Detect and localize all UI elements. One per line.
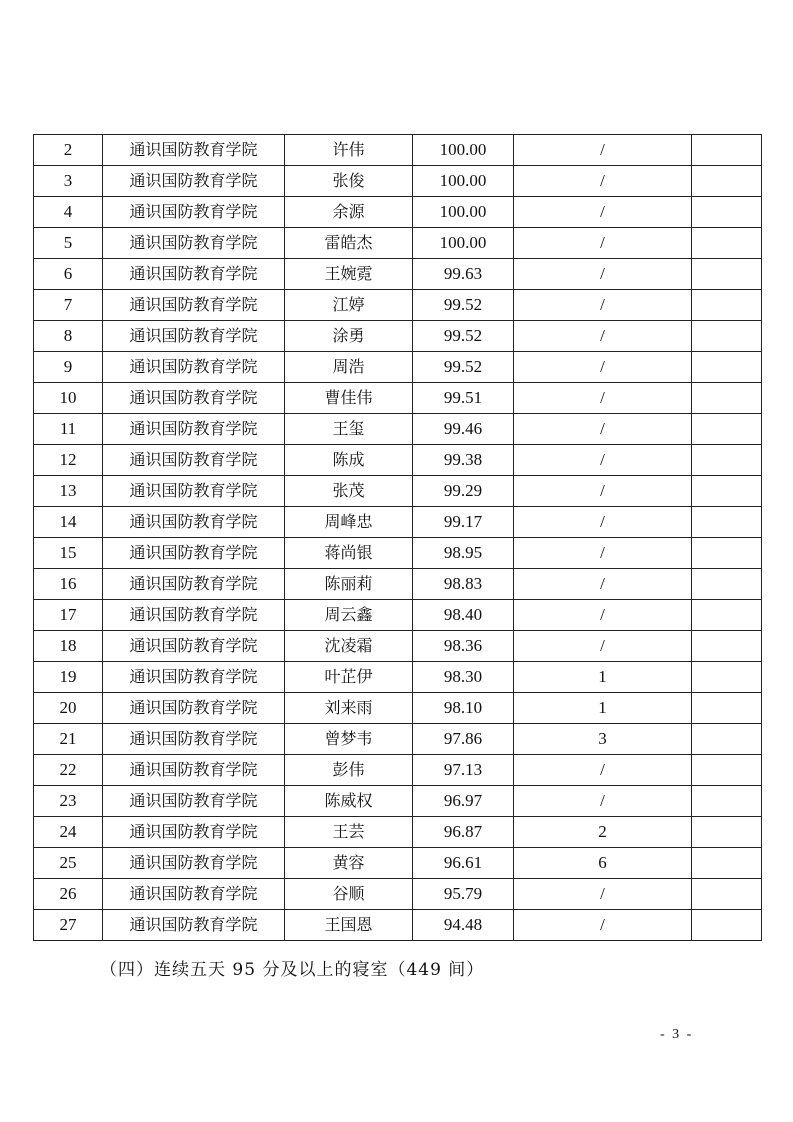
row-index-cell: 24 (34, 817, 103, 848)
student-name-cell: 王芸 (285, 817, 413, 848)
table-row (34, 538, 762, 569)
note-cell: / (514, 383, 692, 414)
table-row (34, 383, 762, 414)
college-cell: 通识国防教育学院 (103, 507, 285, 538)
college-cell: 通识国防教育学院 (103, 197, 285, 228)
score-cell: 99.46 (413, 414, 514, 445)
student-name-cell: 涂勇 (285, 321, 413, 352)
college-cell: 通识国防教育学院 (103, 848, 285, 879)
empty-cell (692, 259, 762, 290)
note-cell: 3 (514, 724, 692, 755)
student-name-cell: 周浩 (285, 352, 413, 383)
row-index-cell: 5 (34, 228, 103, 259)
row-index-cell: 19 (34, 662, 103, 693)
table-row (34, 228, 762, 259)
row-index-cell: 8 (34, 321, 103, 352)
note-cell: / (514, 879, 692, 910)
student-name-cell: 许伟 (285, 135, 413, 166)
empty-cell (692, 476, 762, 507)
college-cell: 通识国防教育学院 (103, 755, 285, 786)
score-cell: 99.51 (413, 383, 514, 414)
table-row (34, 879, 762, 910)
empty-cell (692, 290, 762, 321)
row-index-cell: 26 (34, 879, 103, 910)
student-name-cell: 陈丽莉 (285, 569, 413, 600)
row-index-cell: 10 (34, 383, 103, 414)
score-cell: 96.87 (413, 817, 514, 848)
table-row (34, 290, 762, 321)
note-cell: / (514, 569, 692, 600)
empty-cell (692, 631, 762, 662)
score-cell: 98.83 (413, 569, 514, 600)
row-index-cell: 7 (34, 290, 103, 321)
college-cell: 通识国防教育学院 (103, 259, 285, 290)
score-cell: 97.13 (413, 755, 514, 786)
note-cell: / (514, 631, 692, 662)
row-index-cell: 20 (34, 693, 103, 724)
empty-cell (692, 786, 762, 817)
college-cell: 通识国防教育学院 (103, 476, 285, 507)
student-name-cell: 沈凌霜 (285, 631, 413, 662)
student-name-cell: 周峰忠 (285, 507, 413, 538)
college-cell: 通识国防教育学院 (103, 631, 285, 662)
table-row (34, 476, 762, 507)
empty-cell (692, 600, 762, 631)
score-cell: 99.29 (413, 476, 514, 507)
student-name-cell: 刘来雨 (285, 693, 413, 724)
row-index-cell: 23 (34, 786, 103, 817)
score-cell: 99.38 (413, 445, 514, 476)
empty-cell (692, 228, 762, 259)
score-table (33, 134, 762, 941)
student-name-cell: 曹佳伟 (285, 383, 413, 414)
score-table-body (34, 135, 762, 941)
college-cell: 通识国防教育学院 (103, 228, 285, 259)
empty-cell (692, 755, 762, 786)
score-cell: 96.97 (413, 786, 514, 817)
college-cell: 通识国防教育学院 (103, 786, 285, 817)
note-cell: / (514, 228, 692, 259)
student-name-cell: 曾梦韦 (285, 724, 413, 755)
empty-cell (692, 166, 762, 197)
note-cell: 2 (514, 817, 692, 848)
student-name-cell: 彭伟 (285, 755, 413, 786)
empty-cell (692, 383, 762, 414)
empty-cell (692, 910, 762, 941)
table-row (34, 600, 762, 631)
note-cell: / (514, 197, 692, 228)
score-cell: 100.00 (413, 197, 514, 228)
row-index-cell: 14 (34, 507, 103, 538)
college-cell: 通识国防教育学院 (103, 724, 285, 755)
row-index-cell: 17 (34, 600, 103, 631)
table-row (34, 631, 762, 662)
score-cell: 96.61 (413, 848, 514, 879)
section-heading: （四）连续五天 95 分及以上的寝室（449 间） (100, 960, 485, 980)
student-name-cell: 叶芷伊 (285, 662, 413, 693)
score-cell: 98.10 (413, 693, 514, 724)
empty-cell (692, 662, 762, 693)
student-name-cell: 陈成 (285, 445, 413, 476)
empty-cell (692, 569, 762, 600)
college-cell: 通识国防教育学院 (103, 817, 285, 848)
empty-cell (692, 724, 762, 755)
table-row (34, 135, 762, 166)
empty-cell (692, 538, 762, 569)
note-cell: / (514, 786, 692, 817)
college-cell: 通识国防教育学院 (103, 166, 285, 197)
note-cell: / (514, 507, 692, 538)
student-name-cell: 谷顺 (285, 879, 413, 910)
note-cell: / (514, 414, 692, 445)
score-cell: 100.00 (413, 135, 514, 166)
empty-cell (692, 848, 762, 879)
score-cell: 98.40 (413, 600, 514, 631)
note-cell: / (514, 538, 692, 569)
college-cell: 通识国防教育学院 (103, 693, 285, 724)
row-index-cell: 16 (34, 569, 103, 600)
college-cell: 通识国防教育学院 (103, 600, 285, 631)
table-row (34, 166, 762, 197)
score-cell: 99.63 (413, 259, 514, 290)
table-row (34, 693, 762, 724)
college-cell: 通识国防教育学院 (103, 445, 285, 476)
empty-cell (692, 507, 762, 538)
college-cell: 通识国防教育学院 (103, 135, 285, 166)
note-cell: / (514, 290, 692, 321)
note-cell: 6 (514, 848, 692, 879)
row-index-cell: 15 (34, 538, 103, 569)
note-cell: / (514, 755, 692, 786)
college-cell: 通识国防教育学院 (103, 910, 285, 941)
empty-cell (692, 693, 762, 724)
row-index-cell: 18 (34, 631, 103, 662)
score-cell: 100.00 (413, 166, 514, 197)
note-cell: / (514, 352, 692, 383)
score-cell: 98.95 (413, 538, 514, 569)
empty-cell (692, 321, 762, 352)
student-name-cell: 王国恩 (285, 910, 413, 941)
score-cell: 94.48 (413, 910, 514, 941)
note-cell: / (514, 321, 692, 352)
note-cell: / (514, 445, 692, 476)
score-cell: 99.52 (413, 352, 514, 383)
student-name-cell: 雷皓杰 (285, 228, 413, 259)
table-row (34, 259, 762, 290)
table-row (34, 352, 762, 383)
student-name-cell: 江婷 (285, 290, 413, 321)
college-cell: 通识国防教育学院 (103, 662, 285, 693)
row-index-cell: 25 (34, 848, 103, 879)
score-cell: 99.52 (413, 321, 514, 352)
college-cell: 通识国防教育学院 (103, 414, 285, 445)
note-cell: / (514, 600, 692, 631)
table-row (34, 910, 762, 941)
note-cell: / (514, 259, 692, 290)
empty-cell (692, 135, 762, 166)
empty-cell (692, 197, 762, 228)
college-cell: 通识国防教育学院 (103, 538, 285, 569)
table-row (34, 848, 762, 879)
table-row (34, 724, 762, 755)
college-cell: 通识国防教育学院 (103, 879, 285, 910)
table-row (34, 817, 762, 848)
table-row (34, 662, 762, 693)
note-cell: 1 (514, 693, 692, 724)
row-index-cell: 4 (34, 197, 103, 228)
table-row (34, 507, 762, 538)
college-cell: 通识国防教育学院 (103, 569, 285, 600)
empty-cell (692, 414, 762, 445)
score-cell: 99.17 (413, 507, 514, 538)
page-number: - 3 - (660, 1027, 694, 1042)
college-cell: 通识国防教育学院 (103, 321, 285, 352)
row-index-cell: 11 (34, 414, 103, 445)
college-cell: 通识国防教育学院 (103, 290, 285, 321)
college-cell: 通识国防教育学院 (103, 383, 285, 414)
table-row (34, 755, 762, 786)
row-index-cell: 3 (34, 166, 103, 197)
row-index-cell: 22 (34, 755, 103, 786)
student-name-cell: 蒋尚银 (285, 538, 413, 569)
table-row (34, 569, 762, 600)
student-name-cell: 张俊 (285, 166, 413, 197)
note-cell: 1 (514, 662, 692, 693)
table-row (34, 197, 762, 228)
score-cell: 100.00 (413, 228, 514, 259)
note-cell: / (514, 910, 692, 941)
college-cell: 通识国防教育学院 (103, 352, 285, 383)
student-name-cell: 陈威权 (285, 786, 413, 817)
row-index-cell: 13 (34, 476, 103, 507)
student-name-cell: 张茂 (285, 476, 413, 507)
student-name-cell: 周云鑫 (285, 600, 413, 631)
empty-cell (692, 352, 762, 383)
table-row (34, 414, 762, 445)
empty-cell (692, 445, 762, 476)
student-name-cell: 余源 (285, 197, 413, 228)
row-index-cell: 21 (34, 724, 103, 755)
note-cell: / (514, 476, 692, 507)
row-index-cell: 12 (34, 445, 103, 476)
score-cell: 99.52 (413, 290, 514, 321)
score-cell: 97.86 (413, 724, 514, 755)
note-cell: / (514, 135, 692, 166)
row-index-cell: 27 (34, 910, 103, 941)
table-row (34, 445, 762, 476)
score-cell: 98.36 (413, 631, 514, 662)
note-cell: / (514, 166, 692, 197)
empty-cell (692, 879, 762, 910)
row-index-cell: 2 (34, 135, 103, 166)
student-name-cell: 黄容 (285, 848, 413, 879)
table-row (34, 321, 762, 352)
student-name-cell: 王玺 (285, 414, 413, 445)
table-row (34, 786, 762, 817)
row-index-cell: 9 (34, 352, 103, 383)
score-cell: 98.30 (413, 662, 514, 693)
empty-cell (692, 817, 762, 848)
row-index-cell: 6 (34, 259, 103, 290)
student-name-cell: 王婉霓 (285, 259, 413, 290)
score-cell: 95.79 (413, 879, 514, 910)
